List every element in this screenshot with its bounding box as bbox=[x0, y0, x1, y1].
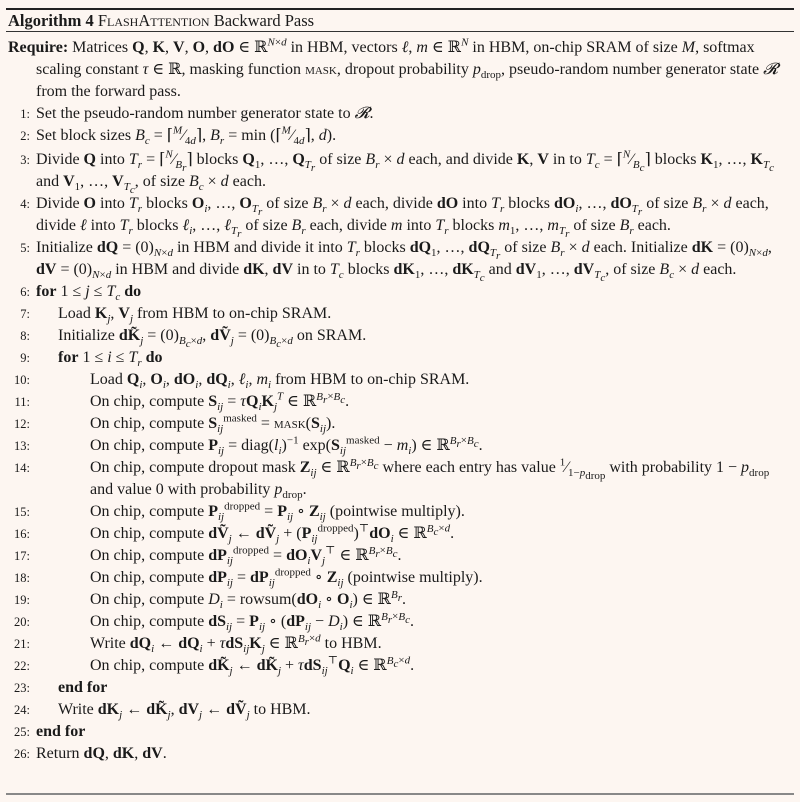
algo-line-25: 25: end for bbox=[14, 723, 86, 740]
bottom-rule bbox=[6, 793, 794, 795]
algorithm-subtitle: Backward Pass bbox=[213, 11, 315, 30]
algo-line-11: 11: On chip, compute $S_{ij} = \tau Q_iK_j^T$ ∈ ℝ$^{B_r\times B_c}$. bbox=[14, 390, 350, 414]
algo-line-1: 1: Set the pseudo-random number generator state to 𝓡. bbox=[20, 105, 374, 122]
algo-line-24: 24: Write $dK_j$ ← $dK̃_j$, $dV_j$ ← dṼ$_j$ to HBM. bbox=[14, 701, 311, 722]
algo-line-16: 16: On chip, compute dṼ$_j$ ← dṼ$_j$ + $(P_{ij}^{dropped})^⊤dO_i$ ∈ ℝ$^{B_c\times d}$. bbox=[14, 522, 455, 546]
algorithm-body bbox=[8, 37, 794, 765]
algo-line-9: 9: for $1 \le i \le T_r$ do bbox=[20, 349, 163, 370]
header-rule bbox=[6, 31, 794, 32]
algo-line-3: 3: Divide Q into $T_r$ = $⌈^N⁄_{B_r}⌉$ blocks $Q_1$, …, $Q_{T_r}$ of size $B_r \times d$ each, and divide K, V in to $T_c$ = $⌈^N⁄_{B_c}⌉$ blocks $K_1$, …, $K_{T_c}$ and $V_1$, …, $V_{T_c}$, of size $B_c \times d$ each. bbox=[20, 148, 774, 197]
algo-line-7: 7: Load $K_j$, $V_j$ from HBM to on-chip SRAM. bbox=[20, 305, 332, 326]
algorithm-name: FlashAttention bbox=[97, 11, 210, 30]
algo-line-17: 17: On chip, compute $dP_{ij}^{dropped} = dO_iV_j^⊤$ ∈ ℝ$^{B_r\times B_c}$. bbox=[14, 544, 402, 568]
require-clause: Require: Matrices Q, K, V, O, dO ∈ ℝ$^{N\times d}$ in HBM, vectors ℓ, m ∈ ℝ$^N$ in HBM, on-chip SRAM of size M, softmax scaling constant τ ∈ ℝ, masking function mask, dropout probability $p_{drop}$, pseudo-random number generator state 𝓡 from the forward pass. bbox=[8, 36, 779, 100]
top-rule bbox=[6, 8, 794, 10]
algo-line-14: 14: On chip, compute dropout mask $Z_{ij}$ ∈ ℝ$^{B_r\times B_c}$ where each entry has value $^1⁄_{1-p_{drop}}$ with probability $1 - p_{drop}$ and value 0 with probability $p_{drop}$. bbox=[14, 456, 770, 502]
algo-line-21: 21: Write $dQ_i$ ← $dQ_i + \tau dS_{ij}K_j$ ∈ ℝ$^{B_r\times d}$ to HBM. bbox=[14, 632, 382, 656]
algo-line-5: 5: Initialize dQ = $(0)_{N\times d}$ in HBM and divide it into $T_r$ blocks $dQ_1$, …, $dQ_{T_r}$ of size $B_r \times d$ each. Initialize dK = $(0)_{N\times d}$, dV = $(0)_{N\times d}$ in HBM and divide dK, dV in to $T_c$ blocks $dK_1$, …, $dK_{T_c}$ and $dV_1$, …, $dV_{T_c}$, of size $B_c \times d$ each. bbox=[20, 239, 772, 285]
algo-line-23: 23: end for bbox=[14, 679, 108, 696]
algo-line-22: 22: On chip, compute $dK̃_j$ ← $dK̃_j + \tau dS_{ij}^⊤Q_i$ ∈ ℝ$^{B_c\times d}$. bbox=[14, 654, 415, 678]
algo-line-13: 13: On chip, compute $P_{ij}$ = $diag(l_i)^{-1}$ $\exp(S_{ij}^{masked} - m_i)$ ∈ ℝ$^{B_r\times B_c}$. bbox=[14, 434, 483, 458]
algo-line-15: 15: On chip, compute $P_{ij}^{dropped} = P_{ij}$ ∘ $Z_{ij}$ (pointwise multiply). bbox=[14, 500, 465, 524]
algo-line-20: 20: On chip, compute $dS_{ij} = P_{ij}$ ∘ $(dP_{ij} - D_i)$ ∈ ℝ$^{B_r\times B_c}$. bbox=[14, 610, 415, 634]
algo-line-12: 12: On chip, compute $S_{ij}^{masked}$ = $mask(S_{ij})$. bbox=[14, 412, 336, 436]
algo-line-4: 4: Divide O into $T_r$ blocks $O_i$, …, $O_{T_r}$ of size $B_r \times d$ each, divide dO into $T_r$ blocks $dO_i$, …, $dO_{T_r}$ of size $B_r \times d$ each, divide ℓ into $T_r$ blocks ℓ$_i$, …, ℓ$_{T_r}$ of size $B_r$ each, divide m into $T_r$ blocks $m_1$, …, $m_{T_r}$ of size $B_r$ each. bbox=[20, 195, 769, 241]
algo-line-18: 18: On chip, compute $dP_{ij} = dP_{ij}^{dropped}$ ∘ $Z_{ij}$ (pointwise multiply). bbox=[14, 566, 483, 590]
algorithm-number: Algorithm 4 bbox=[8, 11, 94, 30]
algo-line-19: 19: On chip, compute $D_i$ = $rowsum(dO_i$ ∘ $O_i$) ∈ ℝ$^{B_r}$. bbox=[14, 588, 406, 612]
algo-line-2: 2: Set block sizes $B_c$ = $⌈^M⁄_{4d}⌉$, $B_r = \min$ ($⌈^M⁄_{4d}⌉$, d). bbox=[20, 124, 337, 148]
algo-line-10: 10: Load $Q_i$, $O_i$, $dO_i$, $dQ_i$, ℓ$_i$, $m_i$ from HBM to on-chip SRAM. bbox=[14, 371, 470, 392]
algo-line-8: 8: Initialize $dK̃_j = (0)_{B_c\times d}$, dṼ$_j$ = $(0)_{B_c\times d}$ on SRAM. bbox=[20, 327, 367, 351]
algorithm-title bbox=[8, 11, 314, 31]
algo-line-26: 26: Return dQ, dK, dV. bbox=[14, 745, 167, 762]
algo-line-6: 6: for $1 \le j \le T_c$ do bbox=[20, 283, 142, 304]
require-label: Require: bbox=[8, 39, 69, 56]
